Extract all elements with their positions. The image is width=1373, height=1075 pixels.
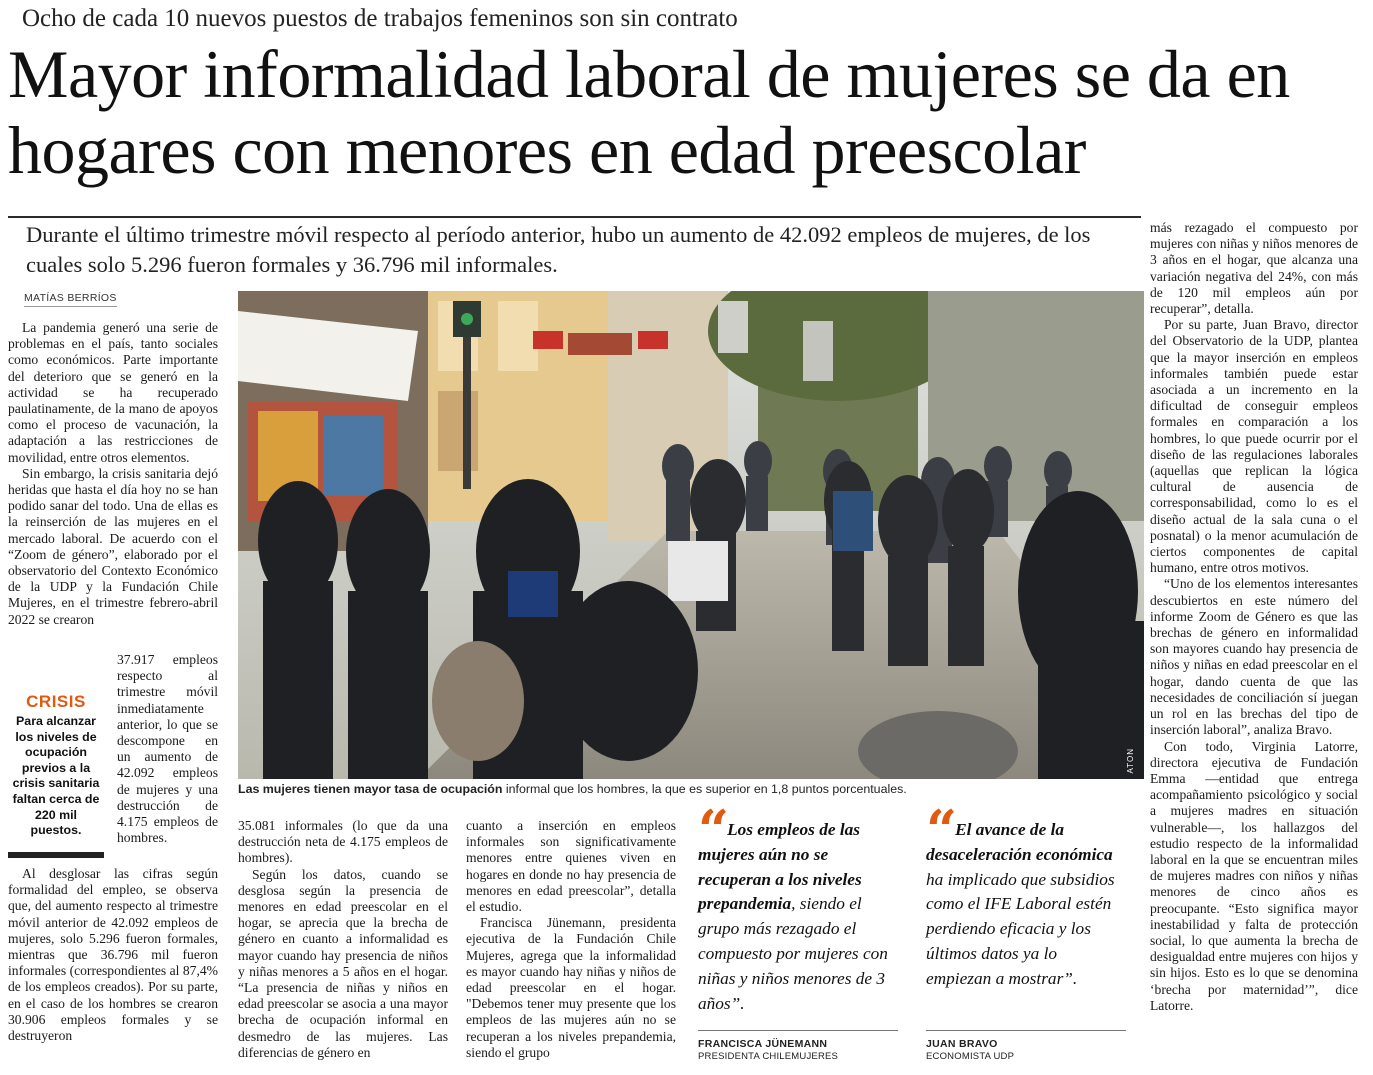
paragraph: 37.917 empleos respecto al trimestre móvil inmediatamente anterior, lo que se descompone en un aumento de 42.092 empleos de mujeres y una destrucción de 4.175 empleos de hombres. (117, 652, 218, 846)
paragraph: 35.081 informales (lo que da una destrucción neta de 4.175 empleos de hombres). (238, 818, 448, 866)
paragraph: Según los datos, cuando se desglosa según la presencia de menores en edad preescolar en el hogar, se aprecia que la brecha de género en cuanto a informalidad es mayor cuando hay presencia de niños y niñas menores a 5 años en el hogar. “La presencia de niñas y niños en edad preescolar se asocia a una mayor brecha de ocupación informal en desmedro de las mujeres. Las diferencias de género en (238, 866, 448, 1060)
kicker: Ocho de cada 10 nuevos puestos de trabajos femeninos son sin contrato (22, 5, 738, 32)
headline-divider (8, 216, 1141, 218)
paragraph: cuanto a inserción en empleos informales son significativamente menores entre quienes viven en hogares en donde no hay presencia de menores en edad preescolar”, detalla el estudio. (466, 818, 676, 915)
quote-mark-icon: “ (926, 798, 952, 862)
column-right-text (1150, 220, 1358, 1014)
paragraph: más rezagado el compuesto por mujeres con niñas y niños menores de 3 años en el hogar, que alcanza una variación negativa del 24%, con más de 120 mil empleos aún por recuperar”, detalla. (1150, 220, 1358, 317)
pull-quote-2 (926, 798, 1126, 992)
quote-bold: El avance de la desaceleración económica (926, 820, 1113, 864)
paragraph: Al desglosar las cifras según formalidad del empleo, se observa que, del aumento respecto al trimestre móvil anterior de 42.092 empleos de mujeres, solo 5.296 fueron formales, mientras que 36.796 mil fueron informales (correspondientes al 87,4% de los empleos creados). Por su parte, en el caso de los hombres se crearon 30.906 empleos formales y se destruyeron (8, 866, 218, 1044)
paragraph: La pandemia generó una serie de problemas en el país, tanto sociales como económicos. Parte importante del deterioro que se generó en la actividad se ha recuperado paulatinamente, de la mano de apoyos como el proceso de vacunación, la adaptación a las restricciones de movilidad, entre otros elementos. (8, 320, 218, 465)
paragraph: Por su parte, Juan Bravo, director del Observatorio de la UDP, plantea que la mayor inserción en empleos informales también puede estar asociada a un incremento en la dificultad de conseguir empleos formales en comparación a los hombres, lo que puede ocurrir por el diseño de las regulaciones laborales (aquellas que replican la lógica cultural de ausencia de corresponsabilidad, como lo es el diseño actual de la sala cuna o el posnatal) o la menor acumulación de ciertos componentes de capital humano, entre otros motivos. (1150, 317, 1358, 576)
crisis-rule (8, 852, 104, 858)
photo-credit: ATON (1126, 748, 1135, 774)
column-1-text (8, 320, 218, 628)
quote-author-name: FRANCISCA JÜNEMANN (698, 1038, 828, 1050)
column-2-text (238, 818, 448, 1061)
paragraph: “Uno de los elementos interesantes descubiertos en este número del informe Zoom de Género es que las brechas de género en informalidad son mayores cuando hay presencia de niños y niñas en edad preescolar en el hogar, dando cuenta de que las necesidades de conciliación sí juegan un rol en las brechas del tipo de inserción laboral”, analiza Bravo. (1150, 576, 1358, 738)
column-3-text (466, 818, 676, 1061)
street-crowd-photo (238, 291, 1144, 779)
pull-quote-1 (698, 798, 898, 1016)
column-1-lower-text (8, 866, 218, 1044)
quote-author-name: JUAN BRAVO (926, 1038, 998, 1050)
headline: Mayor informalidad laboral de mujeres se da en hogares con menores en edad preescolar (8, 36, 1290, 188)
column-1-wrap-text (117, 652, 218, 846)
quote-author-role: ECONOMISTA UDP (926, 1051, 1015, 1062)
paragraph: Francisca Jünemann, presidenta ejecutiva de la Fundación Chile Mujeres, agrega que la informalidad es mayor cuando hay niñas y niños de edad preescolar en el hogar. "Debemos tener muy presente que los empleos de las mujeres aún no se recuperan a los niveles prepandemia, siendo el grupo (466, 915, 676, 1060)
crisis-sidebar (8, 692, 104, 839)
quote-rest: ha implicado que subsidios como el IFE Laboral estén perdiendo eficacia y los últimos datos ya lo empiezan a mostrar”. (926, 869, 1115, 988)
quote-author-role: PRESIDENTA CHILEMUJERES (698, 1051, 839, 1062)
paragraph: Sin embargo, la crisis sanitaria dejó heridas que hasta el día hoy no se han podido sanar del todo. Una de ellas es la reinserción de las mujeres en el mercado laboral. De acuerdo con el “Zoom de género”, elaborado por el observatorio del Contexto Económico de la UDP y la Fundación Chile Mujeres, en el trimestre febrero-abril 2022 se crearon (8, 465, 218, 627)
quote-rest: , siendo el grupo más rezagado el compuesto por mujeres con niñas y niños menores de 3 años”. (698, 894, 888, 1013)
photo-caption (238, 781, 1144, 797)
caption-rest: informal que los hombres, la que es superior en 1,8 puntos porcentuales. (502, 782, 907, 796)
quote-divider (698, 1030, 898, 1031)
lead-summary: Durante el último trimestre móvil respecto al período anterior, hubo un aumento de 42.092 empleos de mujeres, de los cuales solo 5.296 fueron formales y 36.796 mil informales. (26, 222, 1091, 277)
byline: MATÍAS BERRÍOS (24, 292, 117, 307)
quote-divider (926, 1030, 1126, 1031)
crisis-label: CRISIS (26, 692, 86, 711)
paragraph: Con todo, Virginia Latorre, directora ejecutiva de Fundación Emma —entidad que entrega acompañamiento psicológico y social a mujeres madres en situación vulnerable—, los hallazgos del estudio respecto de la informalidad laboral en la que se encuentran miles de mujeres madres con niños y niñas menores de cinco años es preocupante. “Esto significa mayor inestabilidad y falta de protección social, lo que aumenta la brecha de desigualdad entre mujeres con hijos y sin hijos. Esto es lo que se denomina ‘brecha por maternidad’”, dice Latorre. (1150, 738, 1358, 1013)
quote-mark-icon: “ (698, 798, 724, 862)
caption-bold: Las mujeres tienen mayor tasa de ocupación (238, 782, 503, 796)
crisis-text: Para alcanzar los niveles de ocupación previos a la crisis sanitaria faltan cerca de 220 mil puestos. (12, 714, 100, 838)
quote-bold: Los empleos de las mujeres aún no se recuperan a los niveles prepandemia (698, 820, 862, 914)
